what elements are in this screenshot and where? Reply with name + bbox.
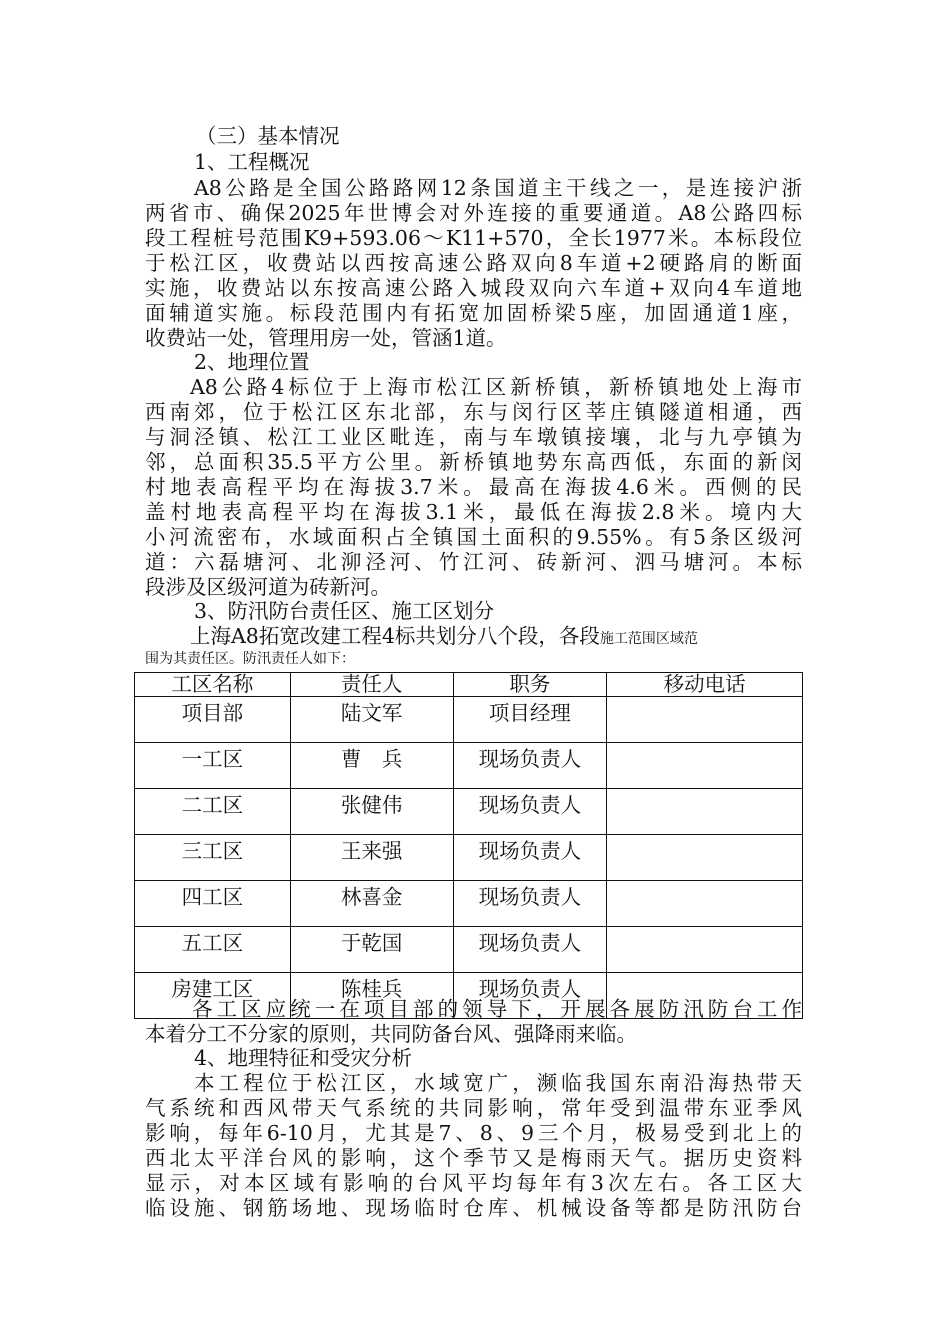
table-cell [607, 743, 803, 789]
s1-line: 实施，收费站以东按高速公路入城段双向六车道+双向4车道地 [145, 276, 802, 300]
table-cell: 于乾国 [290, 927, 453, 973]
s4-line: 影响，每年6-10月，尤其是7、8、9三个月，极易受到北上的 [145, 1121, 802, 1145]
table-cell: 现场负责人 [453, 789, 607, 835]
s1-line: A8公路是全国公路路网12条国道主干线之一，是连接沪浙 [194, 176, 802, 200]
table-header: 移动电话 [607, 673, 803, 697]
table-cell: 五工区 [135, 927, 291, 973]
s2-line: 盖村地表高程平均在海拔3.1米，最低在海拔2.8米。境内大 [145, 500, 802, 524]
table-cell: 现场负责人 [453, 835, 607, 881]
table-cell: 现场负责人 [453, 927, 607, 973]
table-cell: 曹 兵 [290, 743, 453, 789]
s1-heading: 1、工程概况 [194, 150, 310, 174]
table-cell [607, 789, 803, 835]
table-cell: 项目经理 [453, 697, 607, 743]
table-cell: 房建工区 [135, 973, 291, 1019]
table-cell: 现场负责人 [453, 881, 607, 927]
s1-line: 于松江区，收费站以西按高速公路双向8车道+2硬路肩的断面 [145, 251, 802, 275]
s1-line: 两省市、确保2025年世博会对外连接的重要通道。A8公路四标 [145, 201, 802, 225]
s3-intro-line2: 围为其责任区。防汛责任人如下： [145, 651, 355, 667]
table-header: 职务 [453, 673, 607, 697]
s3-after-line: 本着分工不分家的原则，共同防备台风、强降雨来临。 [145, 1022, 637, 1046]
s2-line: 邻，总面积35.5平方公里。新桥镇地势东高西低，东面的新闵 [145, 450, 802, 474]
s3-intro-main: 上海A8拓宽改建工程4标共划分八个段，各段 [190, 624, 600, 648]
s4-line: 气系统和西风带天气系统的共同影响，常年受到温带东亚季风 [145, 1096, 802, 1120]
s2-line: 与洞泾镇、松江工业区毗连，南与车墩镇接壤，北与九亭镇为 [145, 425, 802, 449]
s2-heading: 2、地理位置 [194, 350, 310, 374]
s4-heading: 4、地理特征和受灾分析 [194, 1046, 413, 1070]
s3-intro [190, 624, 698, 651]
s4-line: 西北太平洋台风的影响，这个季节又是梅雨天气。据历史资料 [145, 1146, 802, 1170]
responsibility-table [134, 672, 803, 1019]
s4-line: 显示，对本区域有影响的台风平均每年有3次左右。各工区大 [145, 1171, 802, 1195]
table-row [135, 881, 803, 927]
table-cell: 项目部 [135, 697, 291, 743]
table-header: 工区名称 [135, 673, 291, 697]
table-cell: 二工区 [135, 789, 291, 835]
s2-line: 西南郊，位于松江区东北部，东与闵行区莘庄镇隧道相通，西 [145, 400, 802, 424]
table-cell: 一工区 [135, 743, 291, 789]
table-cell: 四工区 [135, 881, 291, 927]
table-row [135, 743, 803, 789]
s3-intro-small: 施工范围区域范 [599, 631, 698, 647]
table-row [135, 789, 803, 835]
table-row [135, 835, 803, 881]
table-row [135, 697, 803, 743]
s2-line: 小河流密布，水域面积占全镇国土面积的9.55%。有5条区级河 [145, 525, 802, 549]
s1-line: 面辅道实施。标段范围内有拓宽加固桥梁5座，加固通道1座， [145, 301, 802, 325]
s2-line: 村地表高程平均在海拔3.7米。最高在海拔4.6米。西侧的民 [145, 475, 802, 499]
table-cell: 王来强 [290, 835, 453, 881]
section-title: （三）基本情况 [196, 124, 340, 148]
table-cell: 林喜金 [290, 881, 453, 927]
s3-heading: 3、防汛防台责任区、施工区划分 [194, 599, 495, 623]
table-cell: 现场负责人 [453, 743, 607, 789]
table-cell [607, 927, 803, 973]
table-cell: 三工区 [135, 835, 291, 881]
table-cell [607, 881, 803, 927]
s2-line: 道：六磊塘河、北泖泾河、竹江河、砖新河、泗马塘河。本标 [145, 550, 802, 574]
s4-line: 临设施、钢筋场地、现场临时仓库、机械设备等都是防汛防台 [145, 1196, 802, 1220]
table-cell: 陈桂兵 [290, 973, 453, 1019]
s2-line: A8公路4标位于上海市松江区新桥镇，新桥镇地处上海市 [190, 375, 802, 399]
table-header: 责任人 [290, 673, 453, 697]
table-header-row [135, 673, 803, 697]
table-cell [607, 835, 803, 881]
table-cell: 现场负责人 [453, 973, 607, 1019]
s2-line: 段涉及区级河道为砖新河。 [145, 575, 391, 599]
table-cell: 张健伟 [290, 789, 453, 835]
s1-line: 收费站一处，管理用房一处，管涵1道。 [145, 326, 507, 350]
table-row [135, 927, 803, 973]
s3-after-line: 各工区应统一在项目部的领导下，开展各展防汛防台工作 [192, 997, 802, 1021]
table-cell [607, 697, 803, 743]
s1-line: 段工程桩号范围K9+593.06～K11+570，全长1977米。本标段位 [145, 226, 802, 250]
table-cell: 陆文军 [290, 697, 453, 743]
s4-line: 本工程位于松江区，水域宽广，濒临我国东南沿海热带天 [194, 1071, 802, 1095]
